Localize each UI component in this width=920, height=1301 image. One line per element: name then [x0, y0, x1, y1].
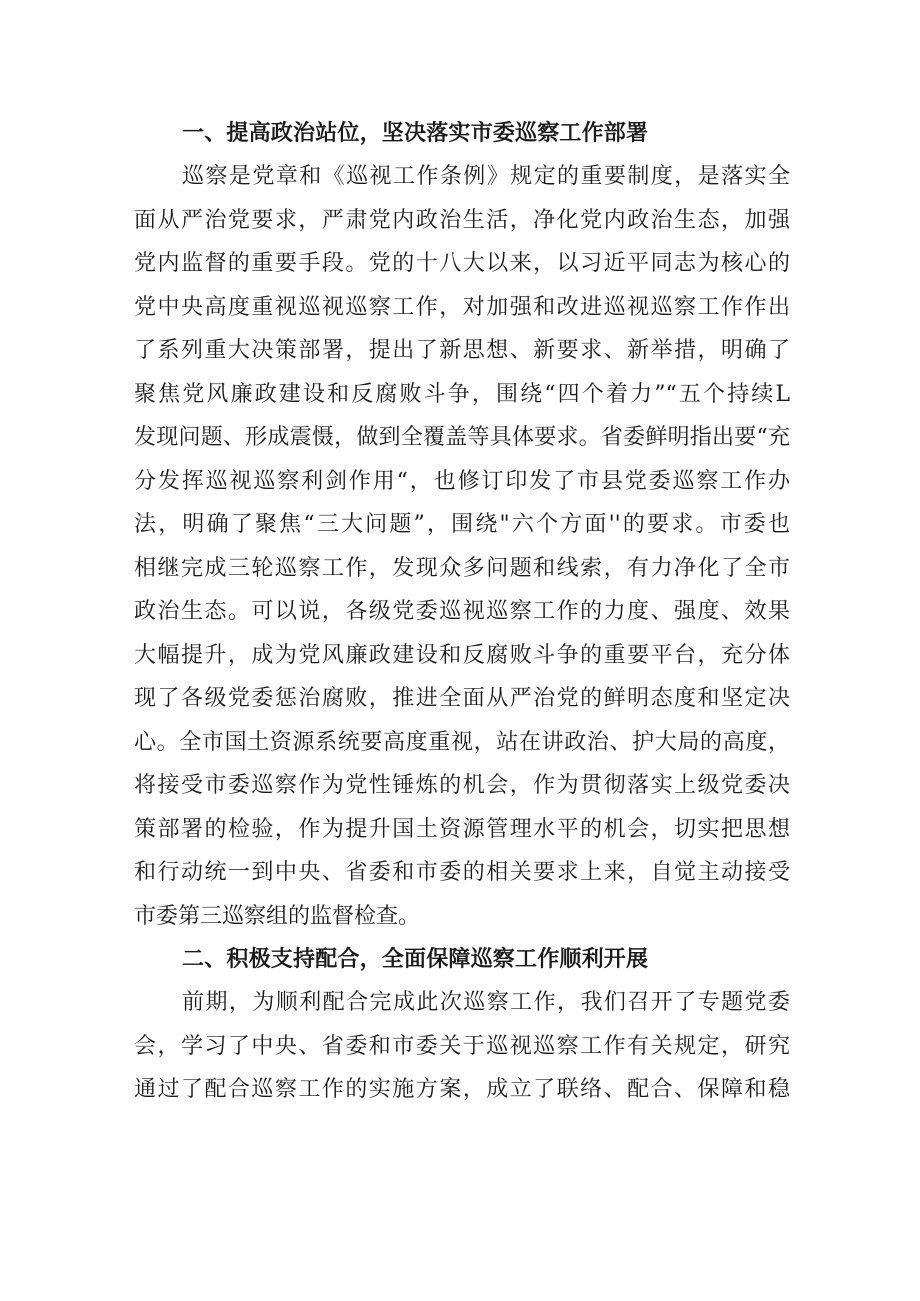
paragraph-line: 相继完成三轮巡察工作，发现众多问题和线索，有力净化了全市	[134, 555, 790, 581]
section-heading-2: 二、积极支持配合，全面保障巡察工作顺利开展	[182, 947, 649, 972]
section-heading-1: 一、提高政治站位，坚决落实市委巡察工作部署	[182, 121, 649, 146]
paragraph-line: 心。全市国土资源系统要高度重视，站在讲政治、护大局的高度，	[134, 729, 790, 755]
paragraph-line: 党中央高度重视巡视巡察工作，对加强和改进巡视巡察工作作出	[134, 294, 790, 320]
paragraph-line: 了系列重大决策部署，提出了新思想、新要求、新举措，明确了	[134, 338, 790, 363]
document-page	[134, 112, 790, 1112]
section-1-paragraph	[134, 155, 790, 938]
paragraph-line: 巡察是党章和《巡视工作条例》规定的重要制度，是落实全	[182, 164, 790, 189]
paragraph-line: 党内监督的重要手段。党的十八大以来，以习近平同志为核心的	[134, 251, 790, 276]
paragraph-line: 面从严治党要求，严肃党内政治生活，净化党内政治生态，加强	[134, 207, 790, 233]
paragraph-line: 将接受市委巡察作为党性锤炼的机会，作为贯彻落实上级党委决	[134, 773, 790, 798]
paragraph-line: 发现问题、形成震慑，做到全覆盖等具体要求。省委鲜明指出要“充	[134, 425, 790, 450]
paragraph-line: 现了各级党委惩治腐败，推进全面从严治党的鲜明态度和坚定决	[134, 686, 790, 711]
paragraph-line: 市委第三巡察组的监督检查。	[134, 903, 421, 929]
paragraph-line: 和行动统一到中央、省委和市委的相关要求上来，自觉主动接受	[134, 860, 790, 885]
paragraph-line: 聚焦党风廉政建设和反腐败斗争，围绕“四个着力”“五个持续L	[134, 381, 790, 407]
paragraph-line: 大幅提升，成为党风廉政建设和反腐败斗争的重要平台，充分体	[134, 642, 790, 668]
paragraph-line: 策部署的检验，作为提升国土资源管理水平的机会，切实把思想	[134, 816, 790, 842]
paragraph-line: 分发挥巡视巡察利剑作用“，也修订印发了市县党委巡察工作办	[134, 468, 790, 494]
paragraph-line: 前期，为顺利配合完成此次巡察工作，我们召开了专题党委	[182, 990, 790, 1015]
paragraph-line: 会，学习了中央、省委和市委关于巡视巡察工作有关规定，研究	[134, 1033, 790, 1059]
section-2-paragraph	[134, 981, 790, 1112]
paragraph-line: 法，明确了聚焦“三大问题”，围绕"六个方面''的要求。市委也	[134, 512, 790, 537]
paragraph-line: 政治生态。可以说，各级党委巡视巡察工作的力度、强度、效果	[134, 599, 790, 624]
paragraph-line: 通过了配合巡察工作的实施方案，成立了联络、配合、保障和稳	[134, 1077, 790, 1102]
